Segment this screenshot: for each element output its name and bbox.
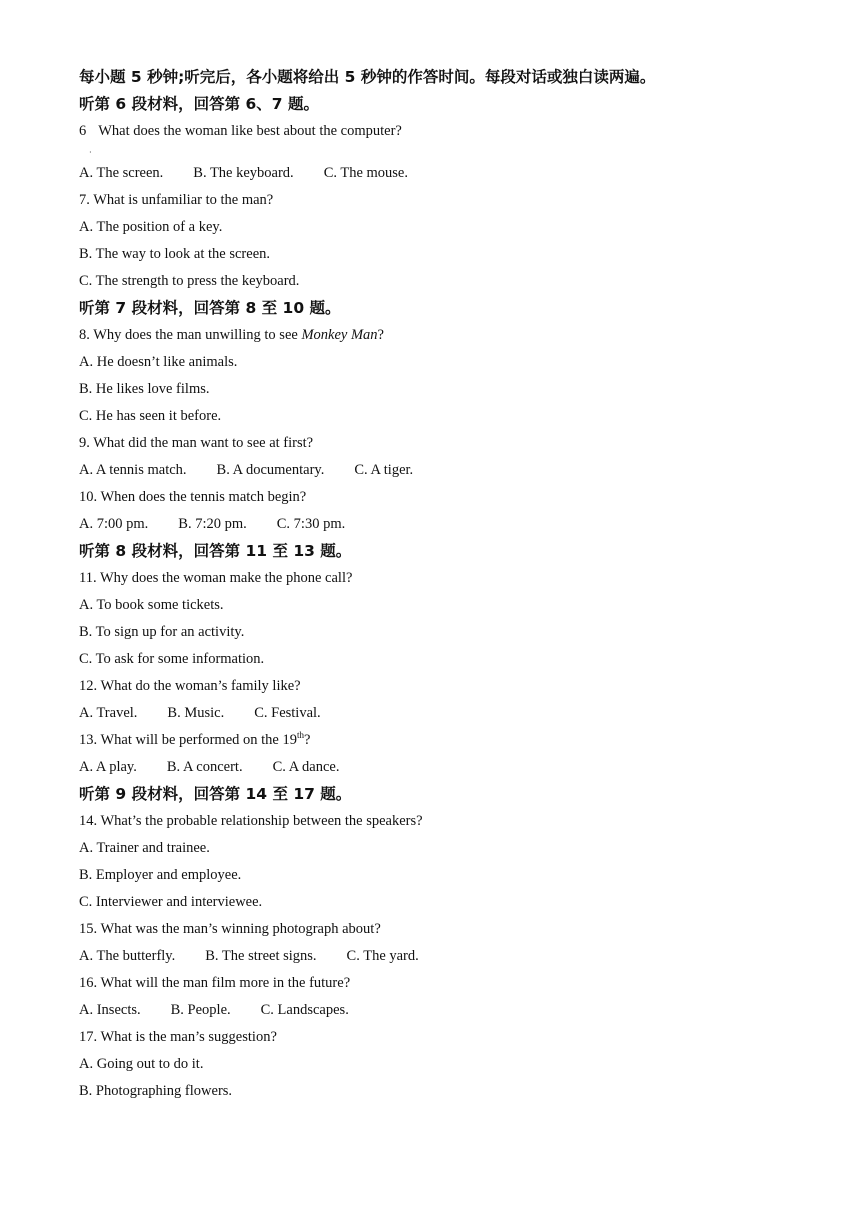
option-a: A. To book some tickets. <box>79 597 224 613</box>
movie-title: Monkey Man <box>301 327 378 343</box>
question-16-text: 16. What will the man film more in the future? <box>79 975 351 991</box>
option-a: A. The butterfly. <box>79 948 176 964</box>
option-b: B. To sign up for an activity. <box>79 624 245 640</box>
option-a: A. Trainer and trainee. <box>79 840 210 856</box>
question-11-text: 11. Why does the woman make the phone call? <box>79 570 353 586</box>
question-6-number: 6 <box>79 123 87 139</box>
section-heading-6: 听第 6 段材料，回答第 6、7 题。 <box>79 95 319 113</box>
question-9-options <box>79 457 839 484</box>
option-b: B. The way to look at the screen. <box>79 246 270 262</box>
option-b: B. Music. <box>167 705 225 721</box>
question-10-options <box>79 511 839 538</box>
option-b: B. 7:20 pm. <box>178 516 247 532</box>
option-a: A. Travel. <box>79 705 138 721</box>
section-heading-7: 听第 7 段材料，回答第 8 至 10 题。 <box>79 299 341 317</box>
option-b: B. The street signs. <box>205 948 317 964</box>
option-c: C. A dance. <box>272 759 340 775</box>
ordinal-suffix: th <box>296 730 304 741</box>
section-heading-9: 听第 9 段材料，回答第 14 至 17 题。 <box>79 785 352 803</box>
option-a: A. Going out to do it. <box>79 1056 204 1072</box>
question-9-text: 9. What did the man want to see at first? <box>79 435 314 451</box>
question-15-text: 15. What was the man’s winning photograph about? <box>79 921 381 937</box>
option-c: C. Interviewer and interviewee. <box>79 894 263 910</box>
question-17-text: 17. What is the man’s suggestion? <box>79 1029 277 1045</box>
question-13-options <box>79 754 839 781</box>
option-b: B. A documentary. <box>216 462 325 478</box>
option-c: C. Landscapes. <box>260 1002 349 1018</box>
option-b: B. He likes love films. <box>79 381 210 397</box>
question-12-options <box>79 700 839 727</box>
option-c: C. To ask for some information. <box>79 651 265 667</box>
option-a: A. The screen. <box>79 165 164 181</box>
question-7-text: 7. What is unfamiliar to the man? <box>79 192 274 208</box>
option-b: B. The keyboard. <box>193 165 294 181</box>
option-a: A. He doesn’t like animals. <box>79 354 238 370</box>
question-6-options <box>79 160 839 187</box>
question-16-options <box>79 997 839 1024</box>
question-6-text: What does the woman like best about the computer? <box>98 123 402 139</box>
option-c: C. He has seen it before. <box>79 408 222 424</box>
question-8-text <box>79 322 839 349</box>
option-a: A. The position of a key. <box>79 219 223 235</box>
option-b: B. Employer and employee. <box>79 867 242 883</box>
question-12-text: 12. What do the woman’s family like? <box>79 678 301 694</box>
option-b: B. People. <box>170 1002 231 1018</box>
option-a: A. 7:00 pm. <box>79 516 149 532</box>
question-mark: ? <box>304 732 311 748</box>
option-b: B. Photographing flowers. <box>79 1083 233 1099</box>
option-a: A. A play. <box>79 759 137 775</box>
section-heading-8: 听第 8 段材料，回答第 11 至 13 题。 <box>79 542 352 560</box>
option-c: C. The mouse. <box>323 165 408 181</box>
question-13-text <box>79 727 839 754</box>
question-15-options <box>79 943 839 970</box>
question-10-text: 10. When does the tennis match begin? <box>79 489 307 505</box>
question-6 <box>79 118 839 160</box>
question-8-text-main: 8. Why does the man unwilling to see <box>79 327 302 343</box>
bullet-mark: · <box>89 148 92 157</box>
option-c: C. The yard. <box>346 948 419 964</box>
option-c: C. A tiger. <box>354 462 414 478</box>
option-a: A. Insects. <box>79 1002 141 1018</box>
question-14-text: 14. What’s the probable relationship between the speakers? <box>79 813 423 829</box>
option-c: C. 7:30 pm. <box>276 516 346 532</box>
instruction-line: 每小题 5 秒钟;听完后，各小题将给出 5 秒钟的作答时间。每段对话或独白读两遍。 <box>79 68 656 86</box>
option-a: A. A tennis match. <box>79 462 187 478</box>
option-b: B. A concert. <box>166 759 243 775</box>
option-c: C. Festival. <box>254 705 321 721</box>
option-c: C. The strength to press the keyboard. <box>79 273 300 289</box>
question-mark: ? <box>377 327 384 343</box>
question-13-text-main: 13. What will be performed on the 19 <box>79 732 297 748</box>
exam-page <box>79 64 839 1105</box>
